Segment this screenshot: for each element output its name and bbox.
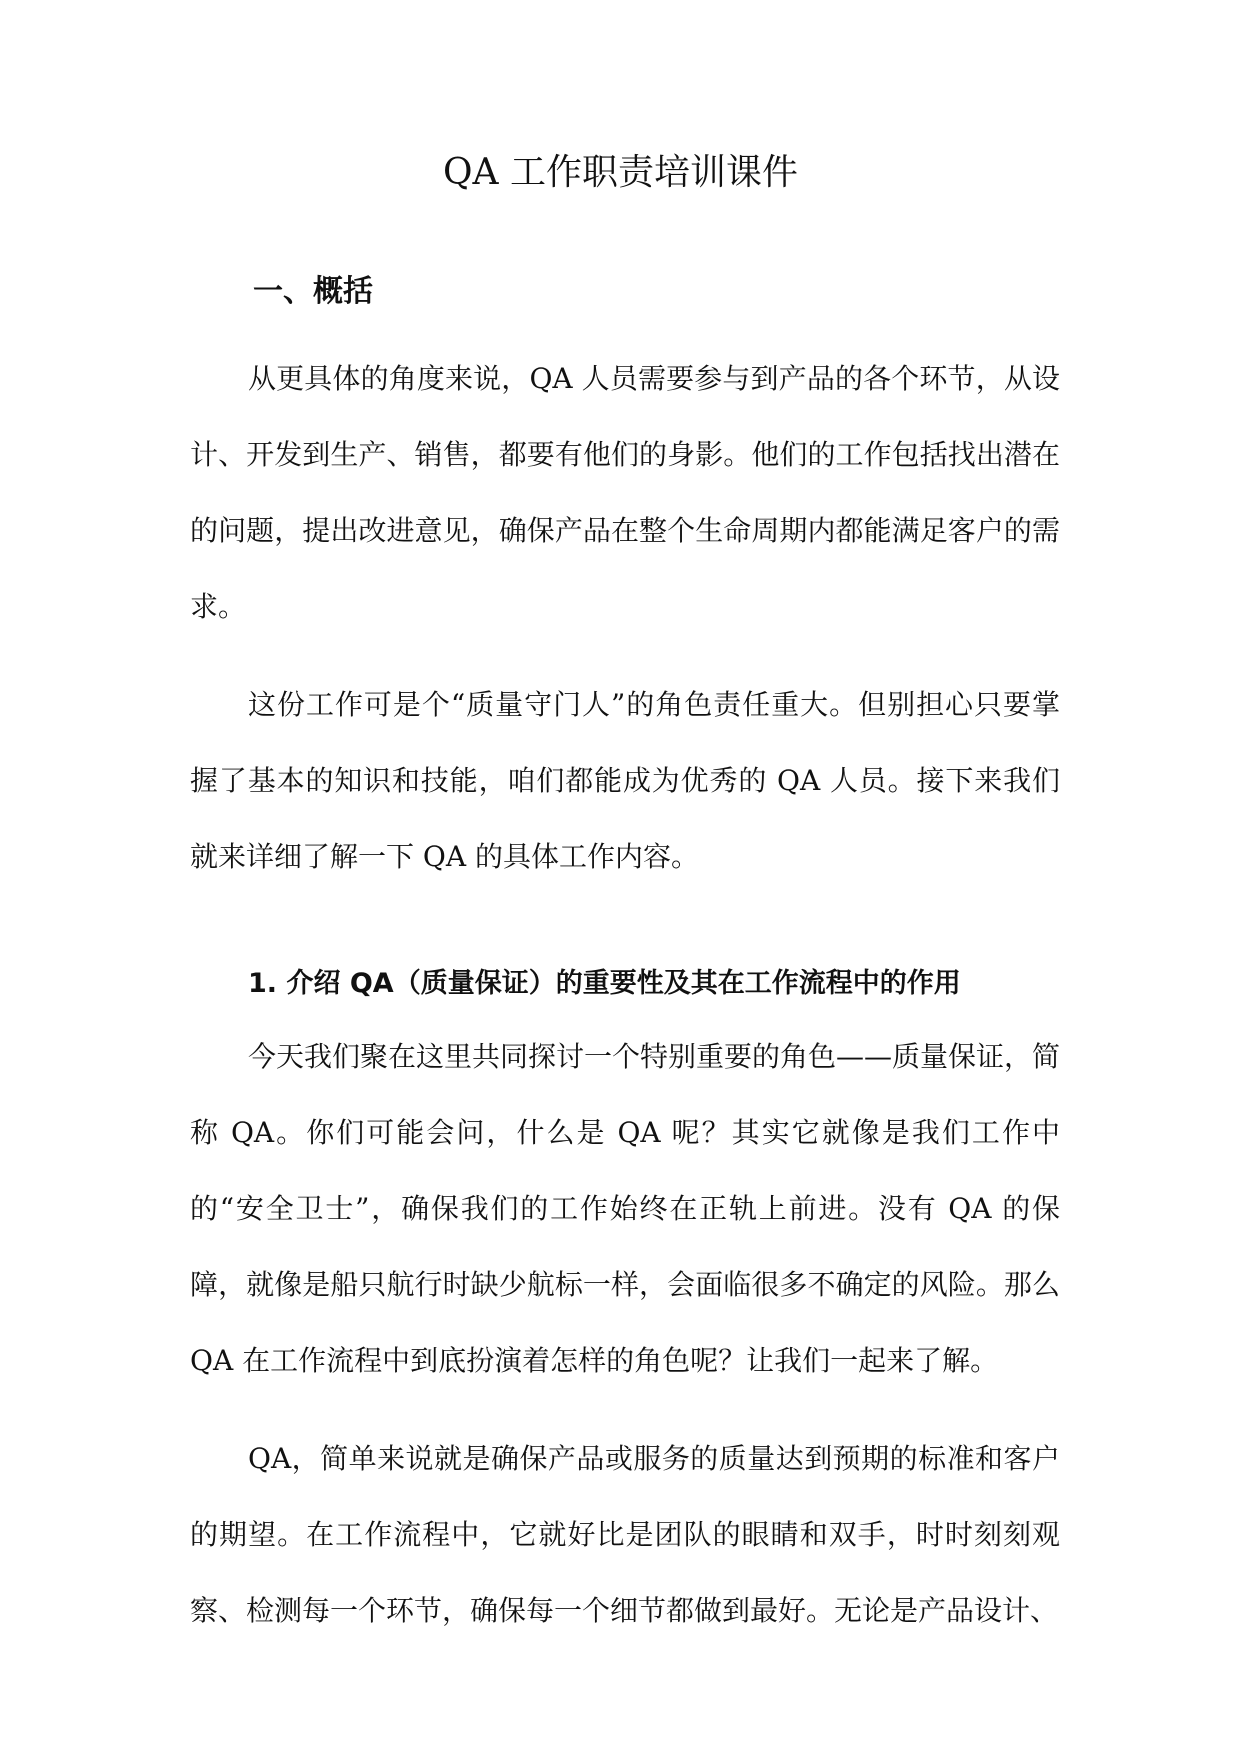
section-heading-qa-importance: 1. 介绍 QA（质量保证）的重要性及其在工作流程中的作用 — [248, 968, 961, 999]
paragraph: 从更具体的角度来说，QA 人员需要参与到产品的各个环节，从设计、开发到生产、销售，都要有他们的身影。他们的工作包括找出潜在的问题，提出改进意见，确保产品在整个生命周期内都能满足客户的需求。 — [190, 362, 1060, 623]
section-heading-overview: 一、概括 — [253, 274, 373, 309]
paragraph: QA，简单来说就是确保产品或服务的质量达到预期的标准和客户的期望。在工作流程中，它就好比是团队的眼睛和双手，时时刻刻观察、检测每一个环节，确保每一个细节都做到最好。无论是产品设计、 — [190, 1442, 1060, 1627]
document-body — [190, 265, 1060, 1649]
paragraph: 这份工作可是个“质量守门人”的角色责任重大。但别担心只要掌握了基本的知识和技能，咱们都能成为优秀的 QA 人员。接下来我们就来详细了解一下 QA 的具体工作内容。 — [190, 688, 1060, 873]
document-title: QA 工作职责培训课件 — [443, 152, 798, 193]
paragraph: 今天我们聚在这里共同探讨一个特别重要的角色——质量保证，简称 QA。你们可能会问，什么是 QA 呢？其实它就像是我们工作中的“安全卫士”，确保我们的工作始终在正轨上前进。没有 QA 的保障，就像是船只航行时缺少航标一样，会面临很多不确定的风险。那么 QA 在工作流程中到底扮演着怎样的角色呢？让我们一起来了解。 — [190, 1040, 1061, 1377]
